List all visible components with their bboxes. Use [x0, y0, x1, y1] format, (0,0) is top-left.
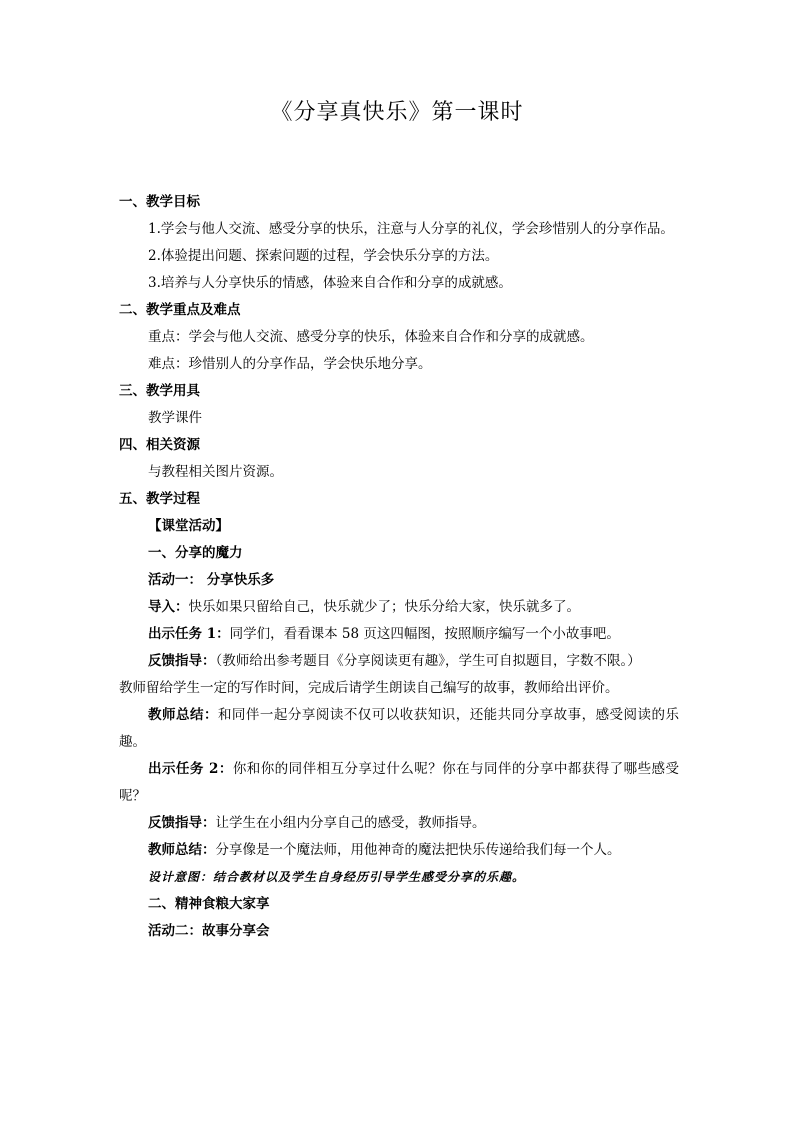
task-one-label: 出示任务 1：	[148, 626, 230, 642]
classroom-activity-label: 【课堂活动】	[148, 518, 229, 534]
feedback-one-label: 反馈指导：	[148, 653, 216, 669]
section-heading-tools: 三、教学用具	[119, 383, 200, 399]
task-one-text: 同学们，看看课本 58 页这四幅图，按照顺序编写一个小故事吧。	[229, 626, 620, 642]
objective-item: 2.体验提出问题、探索问题的过程，学会快乐分享的方法。	[148, 248, 499, 264]
section-heading-key-points: 二、教学重点及难点	[119, 302, 241, 318]
task-one-paragraph	[119, 621, 679, 648]
page-title: 《分享真快乐》第一课时	[270, 100, 524, 125]
part-two-heading: 二、精神食粮大家享	[148, 896, 270, 912]
objective-item: 1.学会与他人交流、感受分享的快乐，注意与人分享的礼仪，学会珍惜别人的分享作品。	[148, 221, 674, 237]
feedback-two-text: 让学生在小组内分享自己的感受，教师指导。	[215, 815, 486, 831]
summary-two-label: 教师总结：	[148, 842, 216, 858]
task-two-text: 你和你的同伴相互分享过什么呢？你在与同伴的分享中都获得了哪些感受呢？	[119, 761, 680, 804]
task-two-paragraph	[119, 756, 679, 810]
document-body	[119, 189, 679, 945]
intro-label: 导入：	[148, 599, 189, 615]
section-heading-process: 五、教学过程	[119, 491, 200, 507]
section-heading-resources: 四、相关资源	[119, 437, 200, 453]
design-intent-note: 设计意图：结合教材以及学生自身经历引导学生感受分享的乐趣。	[148, 870, 526, 884]
task-two-label: 出示任务 2：	[148, 761, 233, 777]
summary-two-paragraph	[119, 837, 679, 864]
resources-text: 与教程相关图片资源。	[148, 464, 283, 480]
summary-two-text: 分享像是一个魔法师，用他神奇的魔法把快乐传递给我们每一个人。	[215, 842, 621, 858]
feedback-one-paragraph	[119, 648, 679, 675]
summary-one-text: 和同伴一起分享阅读不仅可以收获知识，还能共同分享故事，感受阅读的乐趣。	[119, 707, 680, 750]
feedback-two-label: 反馈指导：	[148, 815, 216, 831]
activity-one-heading: 活动一： 分享快乐多	[148, 572, 275, 588]
intro-text: 快乐如果只留给自己，快乐就少了；快乐分给大家，快乐就多了。	[188, 599, 580, 615]
summary-one-label: 教师总结：	[148, 707, 218, 723]
feedback-two-paragraph	[119, 810, 679, 837]
feedback-one-text: （教师给出参考题目《分享阅读更有趣》，学生可自拟题目，字数不限。）	[215, 653, 641, 669]
difficult-point-text: 难点：珍惜别人的分享作品，学会快乐地分享。	[148, 356, 432, 372]
activity-two-heading: 活动二：故事分享会	[148, 923, 270, 939]
key-point-text: 重点：学会与他人交流、感受分享的快乐，体验来自合作和分享的成就感。	[148, 329, 594, 345]
intro-paragraph	[119, 594, 679, 621]
summary-one-paragraph	[119, 702, 679, 756]
part-one-heading: 一、分享的魔力	[148, 545, 243, 561]
tools-text: 教学课件	[148, 410, 202, 426]
section-heading-objectives: 一、教学目标	[119, 194, 200, 210]
feedback-one-continuation: 教师留给学生一定的写作时间，完成后请学生朗读自己编写的故事，教师给出评价。	[119, 680, 619, 696]
objective-item: 3.培养与人分享快乐的情感，体验来自合作和分享的成就感。	[148, 275, 512, 291]
